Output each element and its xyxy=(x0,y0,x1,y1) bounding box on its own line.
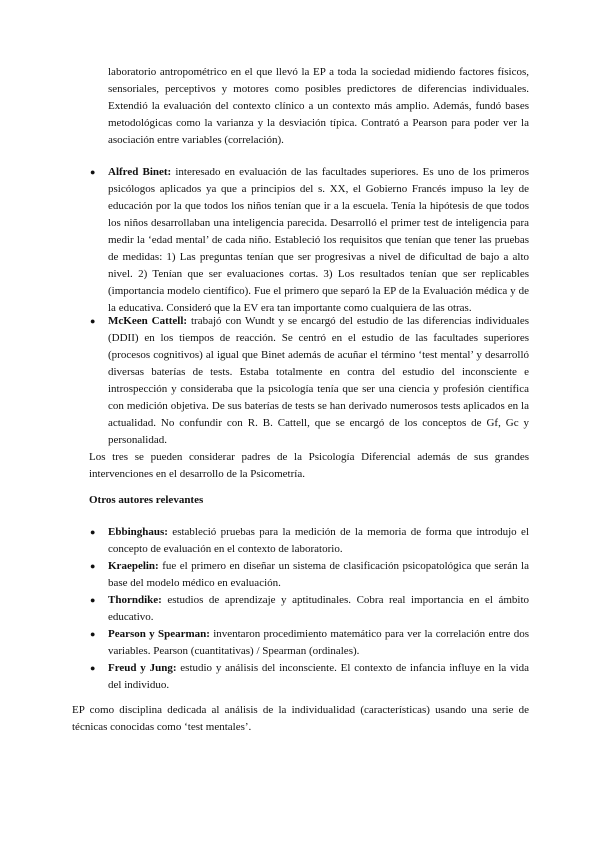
list-item-ebbinghaus xyxy=(90,524,529,558)
list-item-cattell xyxy=(90,313,529,449)
author-name: Freud y Jung: xyxy=(108,662,177,674)
bullet-icon: ● xyxy=(90,595,96,605)
author-description: interesado en evaluación de las facultades superiores. Es uno de los primeros psicólogos aplicados ya que a principios del s. XX, el Gobierno Francés impuso la ley de educación por la que todos los niños tenían que ir a la escuela. Tenía la hipótesis de que todos los niños desarrollaban una inteligencia parecida. Desarrolló el primer test de inteligencia para medir la ‘edad mental’ de cada niño. Estableció los requisitos que tenían que tener las pruebas de medidas: 1) Las preguntas tenían que ser progresivas a nivel de dificultad de bajo a alto nivel. 2) Tenían que ser evaluaciones cortas. 3) Los resultados tenían que ser replicables (importancia modelo científico). Fue el primero que separó la EP de la Evaluación médica y de la educativa. Consideró que la EV era tan importante como cualquiera de las otras. xyxy=(108,166,529,314)
list-item-binet xyxy=(90,164,529,317)
author-description: fue el primero en diseñar un sistema de clasificación psicopatológica que serán la base del modelo médico en evaluación. xyxy=(108,560,529,589)
author-description: estudios de aprendizaje y aptitudinales. Cobra real importancia en el ámbito educativo. xyxy=(108,594,529,623)
author-name: Pearson y Spearman: xyxy=(108,628,210,640)
author-description: trabajó con Wundt y se encargó del estudio de las diferencias individuales (DDII) en los tiempos de reacción. Se centró en el estudio de las facultades superiores (procesos cognitivos) al igual que Binet además de acuñar el término ‘test mental’ y desarrolló diversas baterías de tests. Estaba totalmente en contra del estudio del inconsciente e introspección y consideraba que la psicología tenía que ser una ciencia y profesión científica con medición objetiva. De sus baterías de tests se han derivado numerosos tests aplicados en la actualidad. No confundir con R. B. Cattell, que se encargó de los conceptos de Gf, Gc y personalidad. xyxy=(108,315,529,446)
galton-paragraph: laboratorio antropométrico en el que llevó la EP a toda la sociedad midiendo factores físicos, sensoriales, perceptivos y motores como posibles predictores de diferencias individuales. Extendió la evaluación del contexto clínico a un contexto más amplio. Además, fundó bases metodológicas como la varianza y la desviación típica. Contrató a Pearson para poder ver la asociación entre variables (correlación). xyxy=(108,66,529,146)
bullet-icon: ● xyxy=(90,527,96,537)
author-description: estudio y análisis del inconsciente. El contexto de infancia influye en la vida del individuo. xyxy=(108,662,530,691)
bullet-icon: ● xyxy=(90,629,96,639)
summary-paragraph: Los tres se pueden considerar padres de la Psicología Diferencial además de sus grandes intervenciones en el desarrollo de la Psicometría. xyxy=(89,451,529,480)
conclusion-paragraph: EP como disciplina dedicada al análisis de la individualidad (características) usando una serie de técnicas conocidas como ‘test mentales’. xyxy=(72,704,529,733)
list-item-kraepelin xyxy=(90,558,529,592)
bullet-icon: ● xyxy=(90,316,96,326)
author-name: Kraepelin: xyxy=(108,560,159,572)
author-name: Alfred Binet: xyxy=(108,166,172,178)
bullet-icon: ● xyxy=(90,663,96,673)
author-description: inventaron procedimiento matemático para ver la correlación entre dos variables. Pearson (cuantitativas) / Spearman (ordinales). xyxy=(108,628,530,657)
bullet-icon: ● xyxy=(90,561,96,571)
author-name: McKeen Cattell: xyxy=(108,315,188,327)
author-name: Ebbinghaus: xyxy=(108,526,168,538)
author-name: Thorndike: xyxy=(108,594,162,606)
section-heading: Otros autores relevantes xyxy=(89,494,204,506)
bullet-icon: ● xyxy=(90,167,96,177)
list-item-freud-jung xyxy=(90,660,530,694)
list-item-thorndike xyxy=(90,592,529,626)
list-item-pearson-spearman xyxy=(90,626,530,660)
author-description: estableció pruebas para la medición de la memoria de forma que introdujo el concepto de evaluación en el contexto de laboratorio. xyxy=(108,526,529,555)
